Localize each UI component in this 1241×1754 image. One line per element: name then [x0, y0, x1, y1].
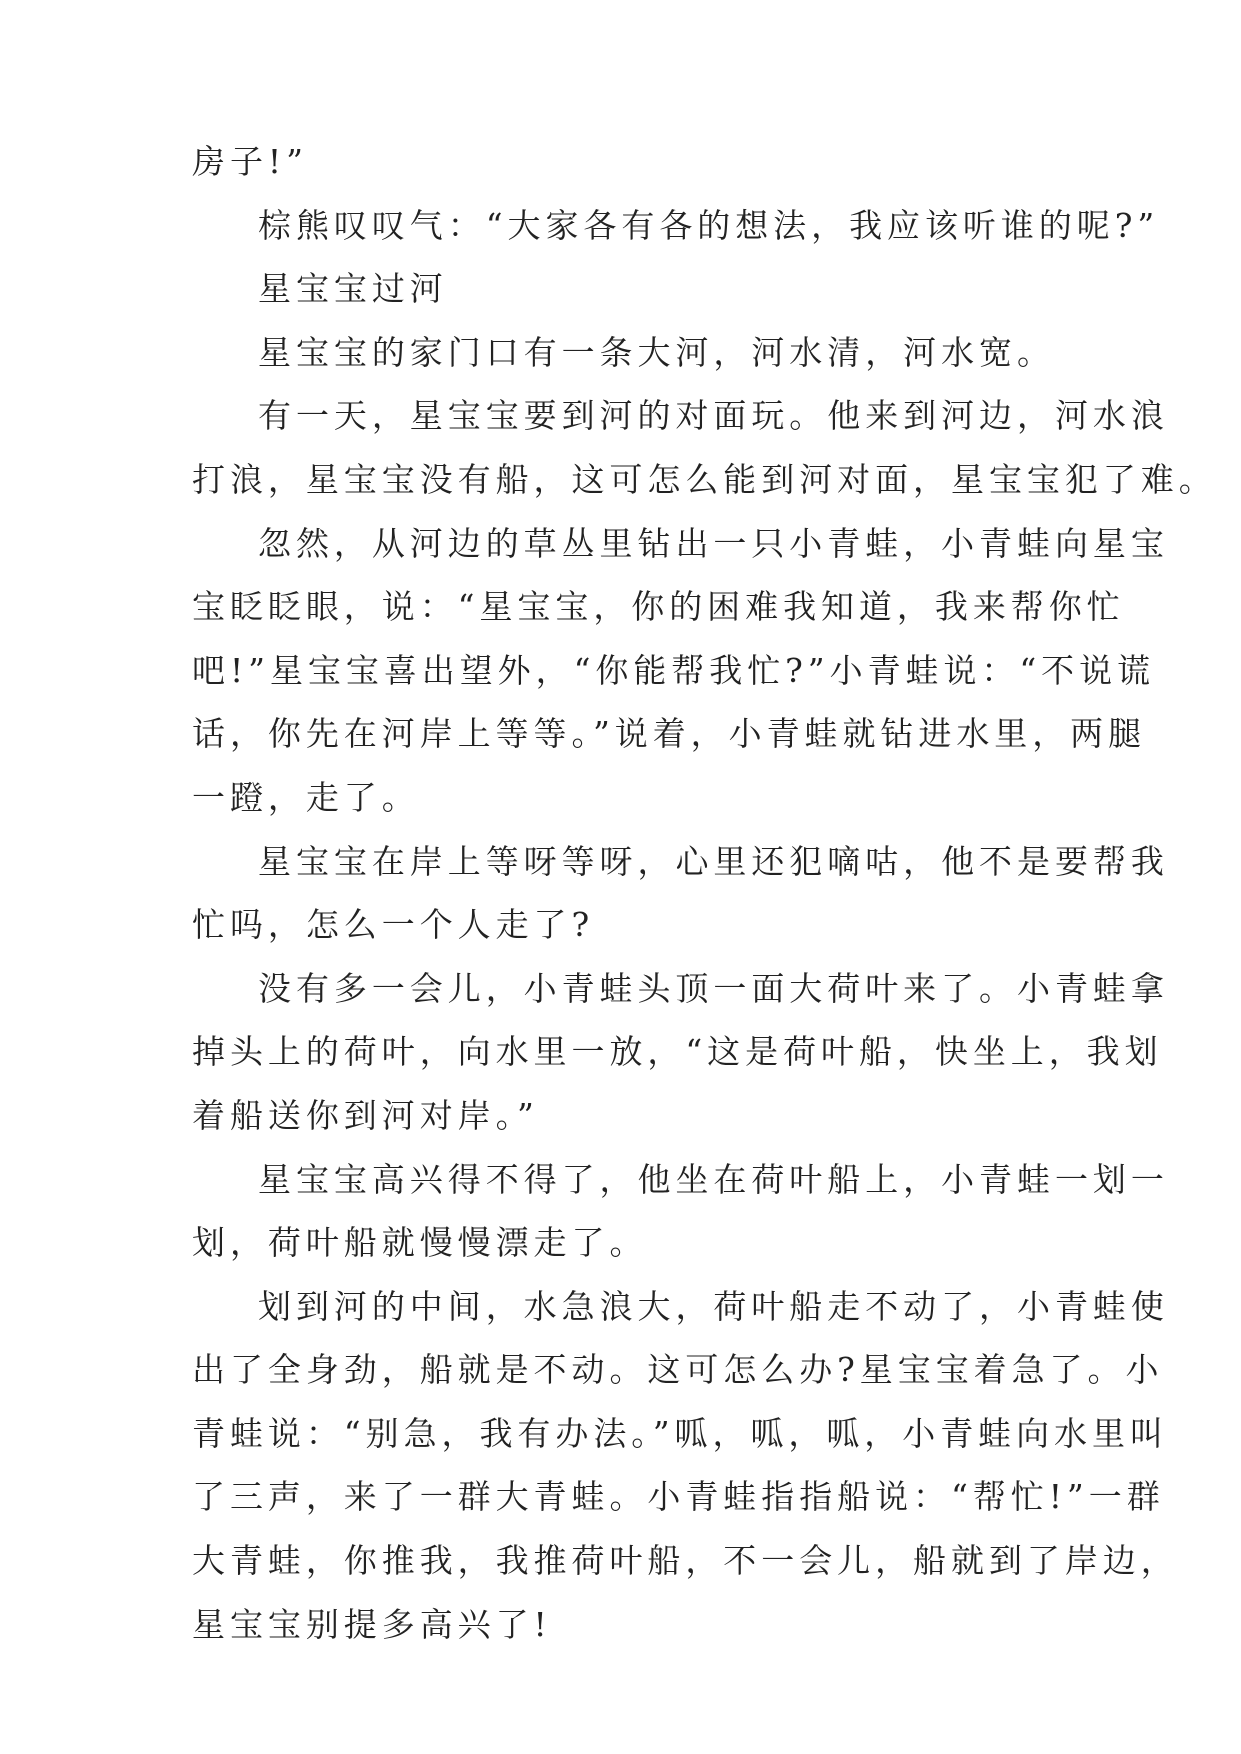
text-line: 出了全身劲，船就是不动。这可怎么办?星宝宝着急了。小 [192, 1350, 1164, 1390]
text-line: 宝眨眨眼，说：“星宝宝，你的困难我知道，我来帮你忙 [192, 587, 1125, 627]
text-line: 着船送你到河对岸。” [192, 1095, 539, 1135]
text-line: 掉头上的荷叶，向水里一放，“这是荷叶船，快坐上，我划 [192, 1032, 1163, 1072]
text-line: 划，荷叶船就慢慢漂走了。 [192, 1223, 648, 1263]
text-line: 了三声，来了一群大青蛙。小青蛙指指船说：“帮忙!”一群 [192, 1477, 1165, 1517]
text-line: 星宝宝在岸上等呀等呀，心里还犯嘀咕，他不是要帮我 [258, 841, 1169, 881]
text-line: 一蹬，走了。 [192, 777, 420, 817]
text-line: 房子!” [192, 142, 308, 181]
text-line: 划到河的中间，水急浪大，荷叶船走不动了，小青蛙使 [258, 1286, 1169, 1326]
text-line: 吧!”星宝宝喜出望外，“你能帮我忙?”小青蛙说：“不说谎 [192, 650, 1156, 690]
text-line: 星宝宝别提多高兴了! [192, 1604, 552, 1644]
text-line: 棕熊叹叹气：“大家各有各的想法，我应该听谁的呢?” [258, 205, 1160, 245]
text-line: 话，你先在河岸上等等。”说着，小青蛙就钻进水里，两腿 [192, 714, 1147, 754]
story-text [192, 130, 1217, 1656]
text-line: 有一天，星宝宝要到河的对面玩。他来到河边，河水浪 [258, 396, 1169, 436]
text-line: 星宝宝高兴得不得了，他坐在荷叶船上，小青蛙一划一 [258, 1159, 1169, 1199]
text-line: 青蛙说：“别急，我有办法。”呱，呱，呱，小青蛙向水里叫 [192, 1413, 1168, 1453]
text-line: 忙吗，怎么一个人走了? [192, 905, 595, 945]
text-line: 星宝宝的家门口有一条大河，河水清，河水宽。 [258, 332, 1055, 372]
text-line: 忽然，从河边的草丛里钻出一只小青蛙，小青蛙向星宝 [258, 523, 1169, 563]
text-line: 打浪，星宝宝没有船，这可怎么能到河对面，星宝宝犯了难。 [192, 459, 1217, 499]
story-title: 星宝宝过河 [258, 269, 448, 309]
text-line: 没有多一会儿，小青蛙头顶一面大荷叶来了。小青蛙拿 [258, 968, 1169, 1008]
text-line: 大青蛙，你推我，我推荷叶船，不一会儿，船就到了岸边， [192, 1541, 1179, 1581]
